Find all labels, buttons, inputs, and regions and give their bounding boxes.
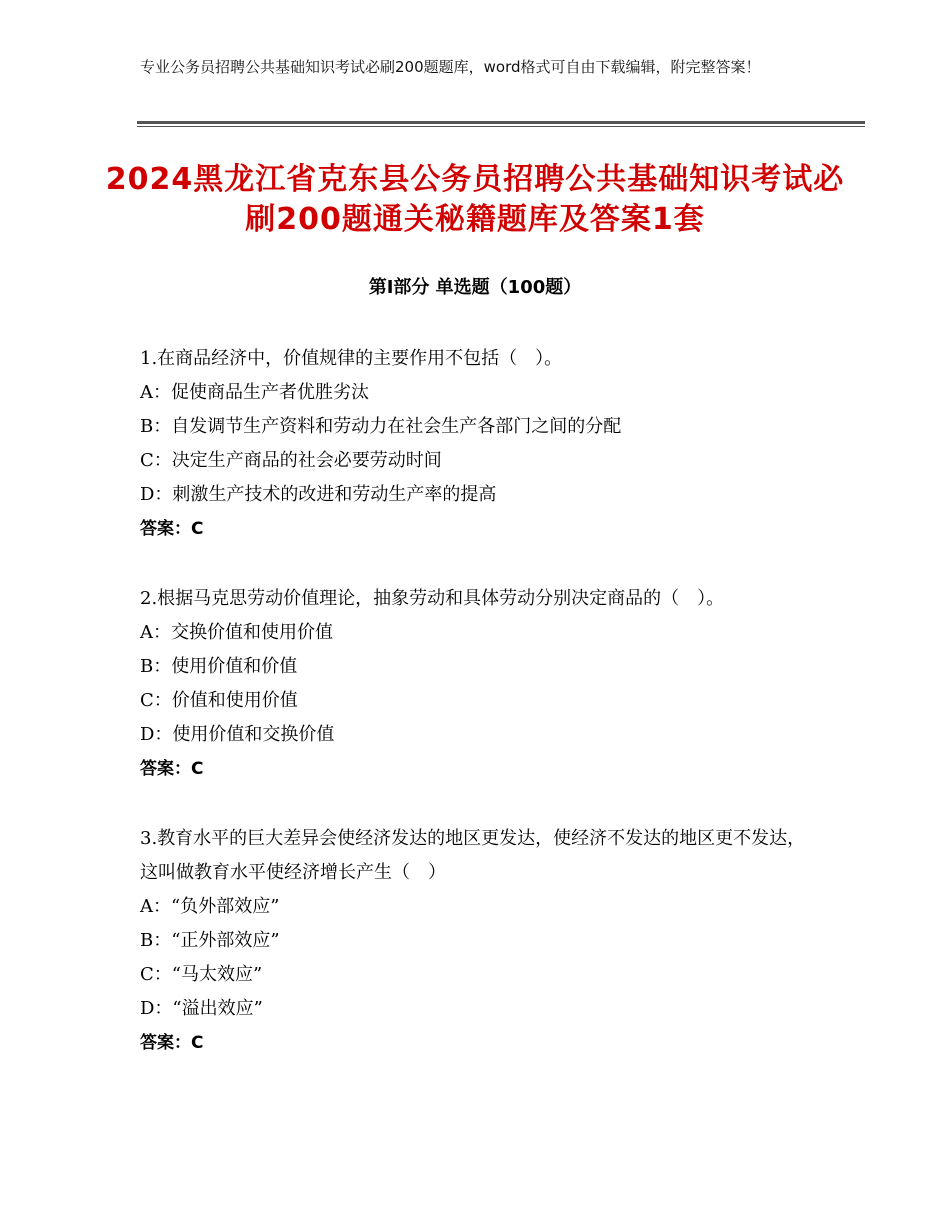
section-title: 第Ⅰ部分 单选题（100题） (368, 277, 582, 298)
question-list (140, 342, 820, 1096)
option-d: D：“溢出效应” (140, 998, 263, 1019)
document-title: 2024黑龙江省克东县公务员招聘公共基础知识考试必刷200题通关秘籍题库及答案1套 (105, 162, 845, 237)
option-c: C：决定生产商品的社会必要劳动时间 (140, 450, 442, 471)
option-b: B：“正外部效应” (140, 930, 280, 951)
option-b: B：自发调节生产资料和劳动力在社会生产各部门之间的分配 (140, 416, 622, 437)
question-stem: 3.教育水平的巨大差异会使经济发达的地区更发达，使经济不发达的地区更不发达，这叫做教育水平使经济增长产生（ ） (140, 828, 806, 883)
header-note: 专业公务员招聘公共基础知识考试必刷200题题库，word格式可自由下载编辑，附完整答案！ (140, 58, 761, 76)
question-stem: 1.在商品经济中，价值规律的主要作用不包括（ ）。 (140, 348, 563, 369)
question-3 (140, 822, 820, 1060)
answer: 答案：C (140, 519, 204, 539)
answer: 答案：C (140, 1033, 204, 1053)
question-2 (140, 582, 820, 786)
option-a: A：促使商品生产者优胜劣汰 (140, 382, 369, 403)
option-a: A：交换价值和使用价值 (140, 622, 333, 643)
header-rule-thick (137, 121, 865, 124)
header-rule-thin (137, 126, 865, 127)
option-a: A：“负外部效应” (140, 896, 280, 917)
answer: 答案：C (140, 759, 204, 779)
option-c: C：价值和使用价值 (140, 690, 298, 711)
option-c: C：“马太效应” (140, 964, 263, 985)
option-d: D：刺激生产技术的改进和劳动生产率的提高 (140, 484, 497, 505)
question-stem: 2.根据马克思劳动价值理论，抽象劳动和具体劳动分别决定商品的（ ）。 (140, 588, 725, 609)
option-b: B：使用价值和价值 (140, 656, 298, 677)
question-1 (140, 342, 820, 546)
option-d: D：使用价值和交换价值 (140, 724, 335, 745)
